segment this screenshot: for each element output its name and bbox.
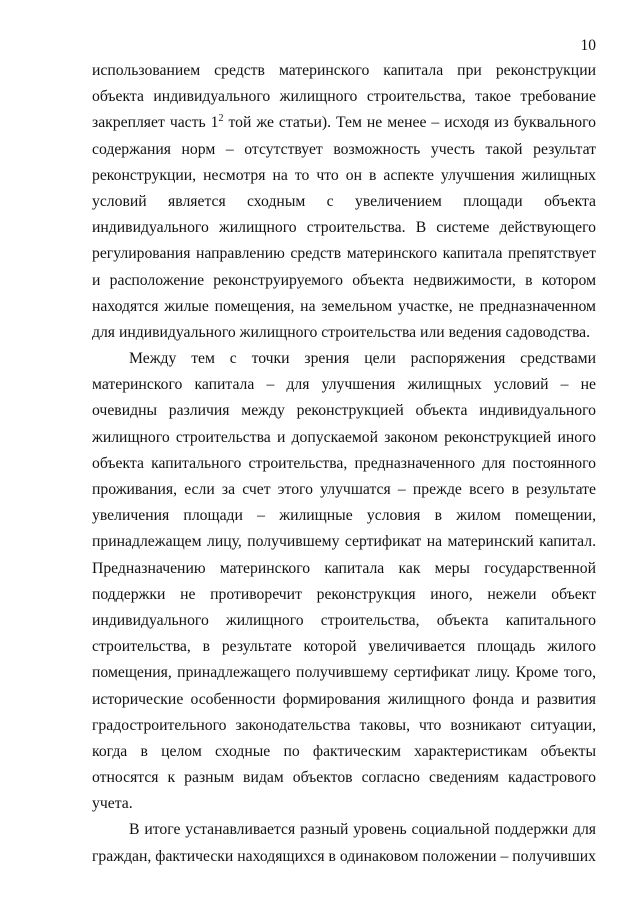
- text-line: когда в целом сходные по фактическим характеристикам объекты: [92, 742, 596, 760]
- text-line: объекта капитального строительства, предназначенного для постоянного: [92, 454, 596, 472]
- text-line: проживания, если за счет этого улучшатся – прежде всего в результате: [92, 481, 596, 498]
- text-line: содержания норм – отсутствует возможность учесть такой результат: [92, 140, 596, 158]
- text-fragment: той же статьи). Тем не менее – исходя из буквального: [223, 114, 596, 132]
- text-fragment: закрепляет часть 1: [92, 114, 219, 132]
- text-line: объекта индивидуального жилищного строительства, такое требование: [92, 88, 596, 106]
- text-line: находятся жилые помещения, на земельном участке, не предназначенном: [92, 297, 596, 315]
- text-line: материнского капитала – для улучшения жилищных условий – не: [92, 376, 596, 394]
- text-line: жилищного строительства и допускаемой законом реконструкцией иного: [92, 428, 596, 446]
- text-line: очевидны различия между реконструкцией объекта индивидуального: [92, 402, 596, 420]
- text-line: строительства, в результате которой увеличивается площадь жилого: [92, 638, 596, 656]
- text-line: для индивидуального жилищного строительства или ведения садоводства.: [92, 323, 591, 341]
- text-line: [92, 110, 596, 136]
- text-line: и расположение реконструируемого объекта недвижимости, в котором: [92, 271, 596, 289]
- text-line: Между тем с точки зрения цели распоряжения средствами: [129, 350, 596, 368]
- text-line: реконструкции, несмотря на то что он в аспекте улучшения жилищных: [92, 166, 596, 184]
- text-line: В итоге устанавливается разный уровень социальной поддержки для: [129, 821, 596, 839]
- text-line: увеличения площади – жилищные условия в жилом помещении,: [92, 507, 596, 525]
- text-line: относятся к разным видам объектов согласно сведениям кадастрового: [92, 769, 596, 787]
- superscript: 2: [218, 113, 224, 125]
- text-line: учета.: [92, 795, 133, 813]
- text-line: индивидуального жилищного строительства, объекта капитального: [92, 611, 596, 629]
- page-number: 10: [580, 37, 596, 54]
- text-line: Предназначению материнского капитала как меры государственной: [92, 559, 596, 577]
- text-line: использованием средств материнского капитала при реконструкции: [92, 62, 596, 79]
- text-line: исторические особенности формирования жилищного фонда и развития: [92, 690, 596, 708]
- text-line: градостроительного законодательства таковы, что возникают ситуации,: [92, 716, 596, 734]
- text-line: принадлежащем лицу, получившему сертификат на материнский капитал.: [92, 533, 596, 551]
- text-line: индивидуального жилищного строительства. В системе действующего: [92, 219, 596, 237]
- text-line: граждан, фактически находящихся в одинаковом положении – получивших: [92, 847, 596, 865]
- text-line: условий является сходным с увеличением площади объекта: [92, 192, 596, 210]
- text-line: помещения, принадлежащего получившему сертификат лицу. Кроме того,: [92, 664, 596, 682]
- text-line: поддержки не противоречит реконструкция иного, нежели объект: [92, 585, 596, 603]
- text-line: регулирования направлению средств материнского капитала препятствует: [92, 245, 596, 263]
- document-body: [92, 58, 596, 870]
